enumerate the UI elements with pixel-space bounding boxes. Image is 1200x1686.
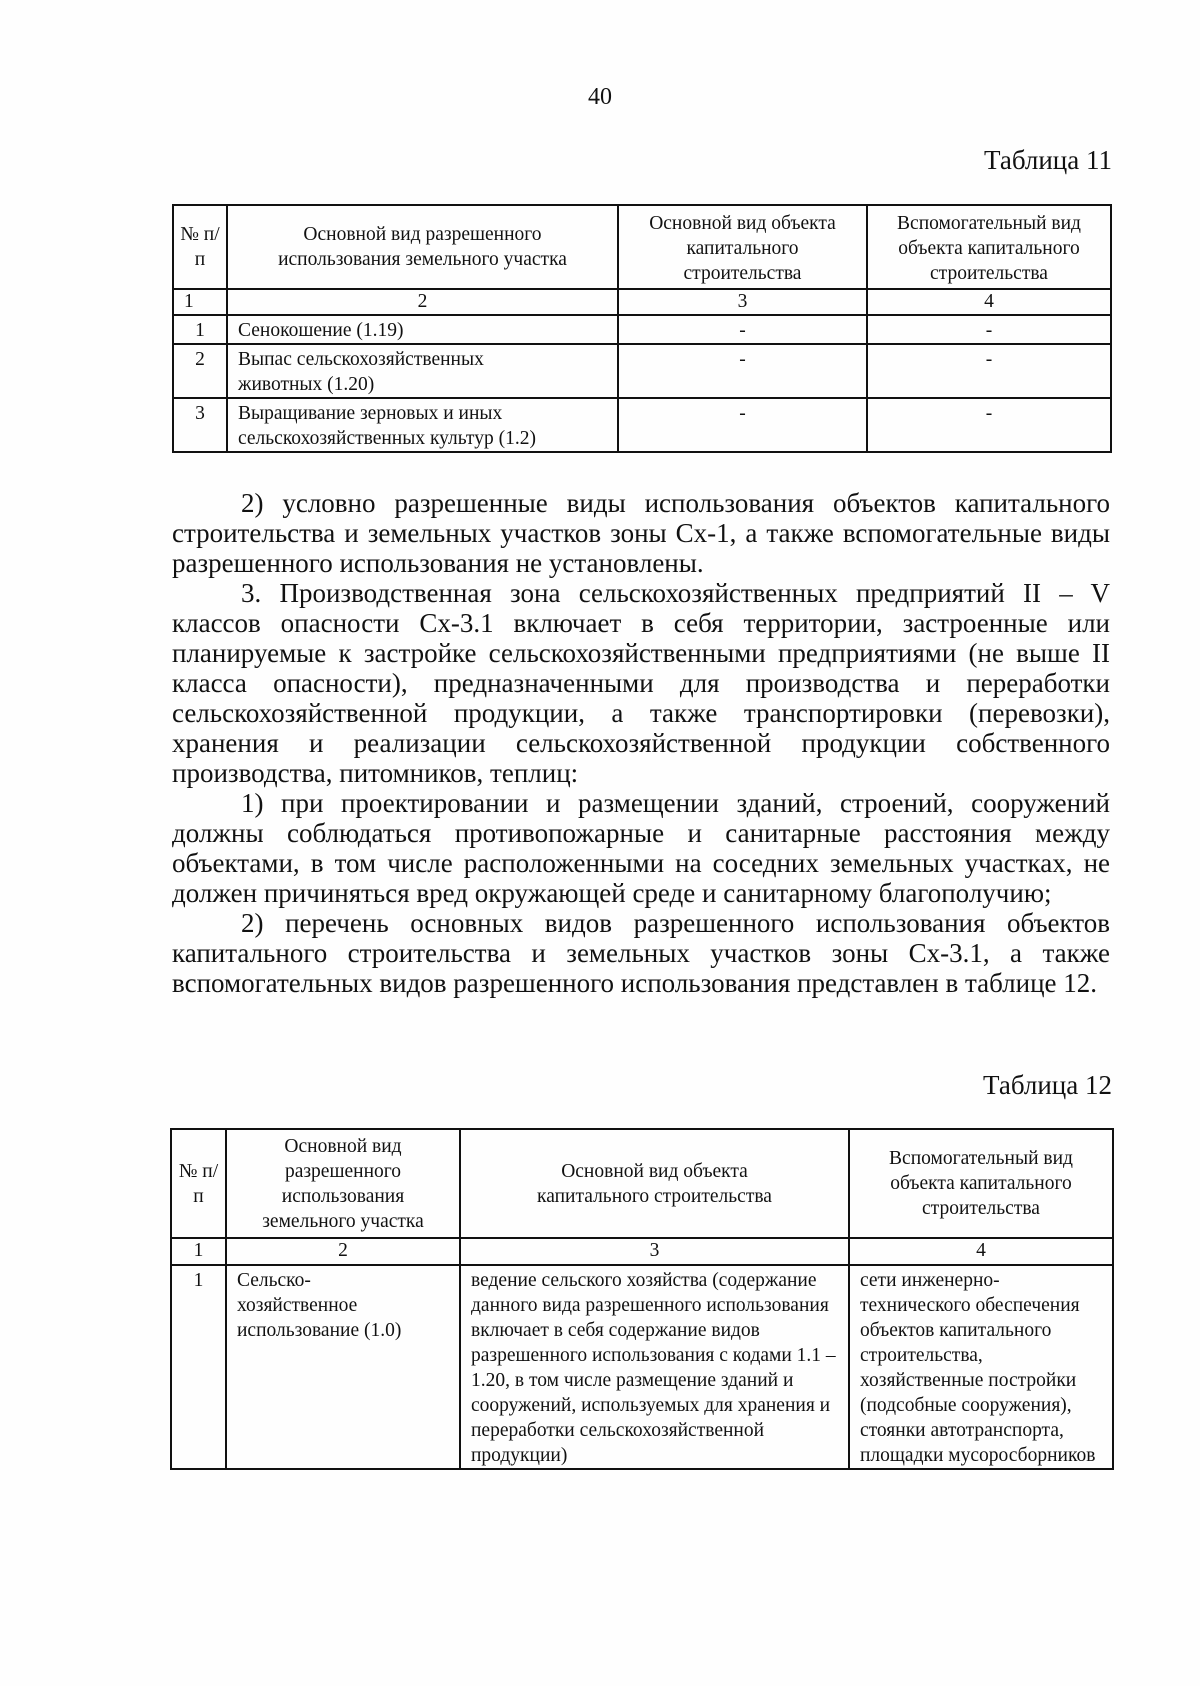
header-land-use: Основной вид разрешенного использования земельного участка xyxy=(227,205,618,289)
land-use-cell: Выращивание зерновых и иных сельскохозяйственных культур (1.2) xyxy=(227,398,618,452)
header-aux-object: Вспомогательный вид объекта капитального строительства xyxy=(849,1129,1113,1238)
table-row xyxy=(173,315,1111,344)
aux-object-cell: - xyxy=(867,344,1111,398)
column-number: 4 xyxy=(849,1238,1113,1265)
header-land-use: Основной вид разрешенного использования земельного участка xyxy=(226,1129,460,1238)
row-number: 2 xyxy=(173,344,227,398)
aux-object-cell: - xyxy=(867,315,1111,344)
table-row xyxy=(173,398,1111,452)
paragraph-zone-description: 3. Производственная зона сельскохозяйственных предприятий II – V классов опасности Сх-3.1 включает в себя территории, застроенные или планируемые к застройке сельскохозяйственными предприятиями (не выше II класса опасности), предназначенными для производства и переработки сельскохозяйственной продукции, а также транспортировки (перевозки), хранения и реализации сельскохозяйственной продукции собственного производства, питомников, теплиц: xyxy=(172,578,1110,788)
body-text xyxy=(172,488,1110,998)
land-use-cell: Сельско-хозяйственное использование (1.0) xyxy=(226,1265,460,1469)
column-number: 4 xyxy=(867,289,1111,315)
column-number: 3 xyxy=(618,289,867,315)
table-row xyxy=(171,1265,1113,1469)
main-object-cell: - xyxy=(618,398,867,452)
table-header-row xyxy=(173,205,1111,289)
header-main-object: Основной вид объекта капитального строительства xyxy=(618,205,867,289)
aux-object-cell: сети инженерно-технического обеспечения объектов капитального строительства, хозяйственные постройки (подсобные сооружения), стоянки автотранспорта, площадки мусоросборников xyxy=(849,1265,1113,1469)
paragraph-conditional-uses: 2) условно разрешенные виды использования объектов капитального строительства и земельных участков зоны Сх-1, а также вспомогательные виды разрешенного использования не установлены. xyxy=(172,488,1110,578)
aux-object-cell: - xyxy=(867,398,1111,452)
page-number: 40 xyxy=(588,84,612,110)
column-number-row xyxy=(171,1238,1113,1265)
main-object-cell: ведение сельского хозяйства (содержание данного вида разрешенного использования включает в себя содержание видов разрешенного использования с кодами 1.1 – 1.20, в том числе размещение зданий и сооружений, используемых для хранения и переработки сельскохозяйственной продукции) xyxy=(460,1265,849,1469)
main-object-cell: - xyxy=(618,344,867,398)
header-number: № п/п xyxy=(173,205,227,289)
paragraph-design-requirements: 1) при проектировании и размещении зданий, строений, сооружений должны соблюдаться противопожарные и санитарные расстояния между объектами, в том числе расположенными на соседних земельных участках, не должен причиняться вред окружающей среде и санитарному благополучию; xyxy=(172,788,1110,908)
column-number: 2 xyxy=(227,289,618,315)
row-number: 3 xyxy=(173,398,227,452)
main-object-cell: - xyxy=(618,315,867,344)
table-11 xyxy=(172,204,1112,453)
table-header-row xyxy=(171,1129,1113,1238)
land-use-cell: Сенокошение (1.19) xyxy=(227,315,618,344)
row-number: 1 xyxy=(173,315,227,344)
column-number: 3 xyxy=(460,1238,849,1265)
land-use-cell: Выпас сельскохозяйственных животных (1.20) xyxy=(227,344,618,398)
row-number: 1 xyxy=(171,1265,226,1469)
column-number: 1 xyxy=(173,289,227,315)
table-11-caption: Таблица 11 xyxy=(984,145,1112,175)
table-row xyxy=(173,344,1111,398)
header-aux-object: Вспомогательный вид объекта капитального строительства xyxy=(867,205,1111,289)
table-12-caption: Таблица 12 xyxy=(983,1070,1112,1100)
header-number: № п/п xyxy=(171,1129,226,1238)
column-number: 1 xyxy=(171,1238,226,1265)
column-number-row xyxy=(173,289,1111,315)
paragraph-table-reference: 2) перечень основных видов разрешенного использования объектов капитального строительства и земельных участков зоны Сх-3.1, а также вспомогательных видов разрешенного использования представлен в таблице 12. xyxy=(172,908,1110,998)
column-number: 2 xyxy=(226,1238,460,1265)
table-12 xyxy=(170,1128,1114,1470)
header-main-object: Основной вид объекта капитального строительства xyxy=(460,1129,849,1238)
